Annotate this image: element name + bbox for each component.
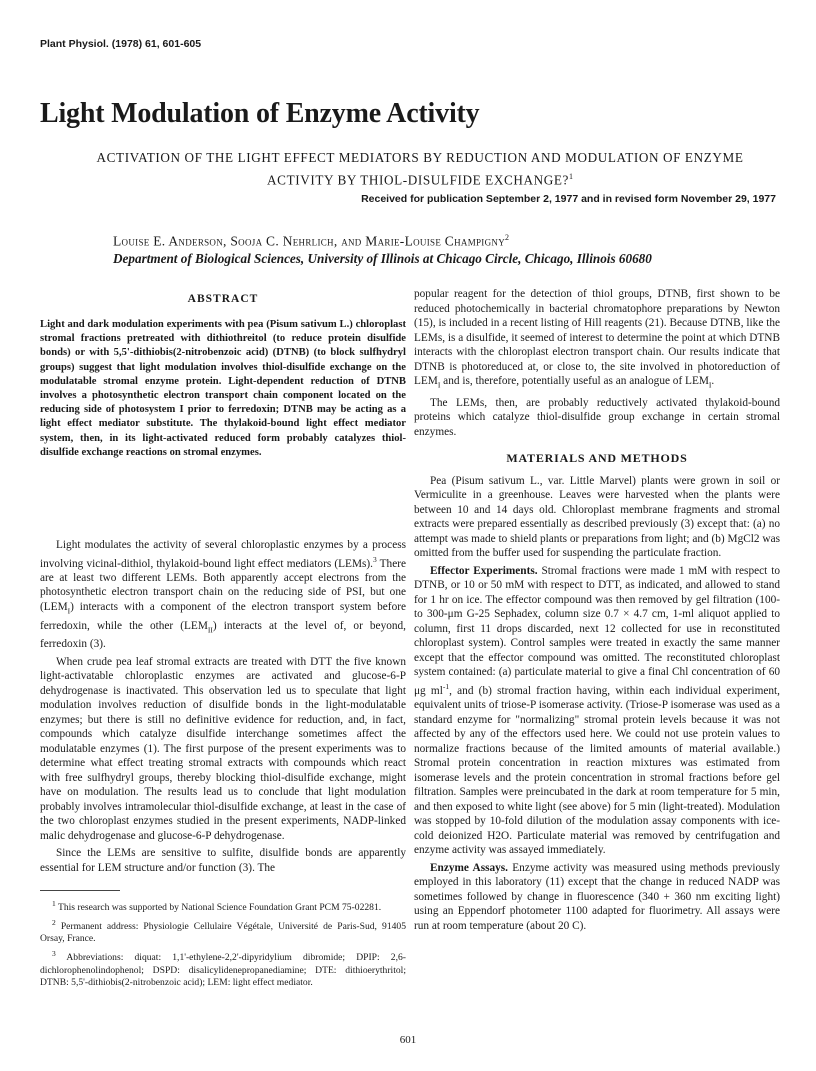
intro-paragraph-2: When crude pea leaf stromal extracts are treated with DTT the five known light-activatable chloroplastic enzymes are activated and glucose-6-P dehydrogenase is inactivated. This observation led us to speculate that light modulation involves reduction of disulfide bonds in the light-modulatable enzymes; but there is still no definitive evidence for reduction, and, in fact, compounds which catalyze disulfide interchange sometimes affect the modulatable enzymes (1). The first purpose of the present experiments was to determine what effect treating stromal extracts with compounds which react with free sulfhydryl groups, thereby blocking thiol-disulfide exchange, might have on modulation. The results lead us to conclude that light modulation probably involves intramolecular thiol-disulfide exchange, at least in the case of the two chloroplast enzymes studied in the present experiments, NADP-linked malic dehydrogenase and glucose-6-P dehydrogenase. [40, 655, 406, 842]
footnote-2 [40, 917, 406, 945]
intro-p1-footnote-mark: 3 [372, 554, 377, 564]
enzyme-assays-paragraph [414, 861, 780, 934]
right-p1-sub-1: I [437, 380, 441, 390]
footnote-1 [40, 898, 406, 914]
footnote-3-text: Abbreviations: diquat: 1,1'-ethylene-2,2'-dipyridylium dibromide; DPIP: 2,6-dichlorophenolindophenol; DSPD: disalicylidenepropanediamine; DTE: dithioerythritol; DTNB: 5,5'-dithiobis(2-nitrobenzoic acid); LEM: light effect mediator. [40, 952, 406, 988]
author-affiliation: Department of Biological Sciences, University of Illinois at Chicago Circle, Chicago, Illinois 60680 [113, 251, 652, 266]
footnote-1-mark: 1 [52, 899, 56, 908]
authors-footnote-mark: 2 [505, 233, 510, 242]
effector-experiments-heading: Effector Experiments. [430, 564, 538, 577]
article-subtitle [90, 148, 750, 189]
effector-p-part-a: Stromal fractions were made 1 mM with respect to DTNB, or 10 or 50 mM with respect to DTT, as indicated, and allowed to stand for 1 hr on ice. The effector compound was then removed by gel filtration (100- to 300-μm G-25 Sephadex, column size 0.7 × 4.7 cm, 1-ml aliquot applied to column, first 11 drops discarded, next 12 collected for use in reconstituted chloroplast system). Control samples were treated in exactly the same manner except that the effector compound was omitted. The reconstituted chloroplast system contained: (a) particulate material to give a final Chl concentration of 60 μg ml [414, 564, 780, 697]
abstract-heading: ABSTRACT [187, 293, 259, 305]
footnote-1-text: This research was supported by National Science Foundation Grant PCM 75-02281. [57, 902, 382, 914]
methods-paragraph-1: Pea (Pisum sativum L., var. Little Marvel) plants were grown in soil or Vermiculite in a greenhouse. Leaves were harvested when the plants were between 10 and 14 days old. Chloroplast membrane fragments and stromal extracts were prepared essentially as described previously (3) except that: (a) no attempt was made to shield plants or preparations from light; and (b) MgCl2 was omitted from the buffer used for suspending the particulate fraction. [414, 474, 780, 560]
effector-p-part-b: , and (b) stromal fraction having, within each individual experiment, equivalent units of triose-P isomerase activity. (Triose-P isomerase was used as a standard enzyme for "normalizing" stromal protein levels because it was not affected by any of the effectors used here. We could not use protein values to normalize fractions because of the limited amounts of material available.) Stromal protein concentration in reaction mixtures was estimated from isomerase levels and the protein concentration in stromal fractions before gel filtration. Samples were preincubated in the dark at room temperature for 5 min, and then exposed to white light (see above) for 5 min (light-treated). Modulation was stopped by 10-fold dilution of the modulation assay components with ice-cold deionized H2O. Particulate material was removed by centrifugation and enzyme activity was assayed immediately. [414, 684, 780, 857]
footnote-2-mark: 2 [52, 918, 56, 928]
subtitle-text: ACTIVATION OF THE LIGHT EFFECT MEDIATORS BY REDUCTION AND MODULATION OF ENZYME ACTIVITY BY THIOL-DISULFIDE EXCHANGE? [96, 150, 744, 188]
footnote-divider [40, 890, 120, 891]
page-number: 601 [399, 1034, 417, 1046]
intro-p1-sub-1: I [67, 606, 71, 616]
enzyme-assays-text: Enzyme activity was measured using methods previously employed in this laboratory (11) except that the change in reduced NADP was sometimes followed by change in fluorescence (340 + 360 nm exciting light) using an Eppendorf photometer 1100 adapted for fluorimetry. All assays were run at room temperature (about 20 C). [414, 861, 781, 932]
effector-experiments-paragraph [414, 564, 780, 858]
intro-p1-part-b: There are at least two different LEMs. Both apparently accept electrons from the photosynthetic electron transport chain on the reducing side of PSI, but one (LEM [40, 557, 406, 613]
right-p1-part-c: . [711, 375, 715, 387]
methods-heading: MATERIALS AND METHODS [506, 451, 688, 466]
enzyme-assays-heading: Enzyme Assays. [430, 861, 509, 874]
subtitle-footnote-mark: 1 [568, 172, 573, 181]
intro-p1-part-c: ) interacts with a component of the electron transport system before ferredoxin, while the other (LEM [40, 600, 406, 632]
intro-paragraph-1 [40, 538, 406, 652]
footnote-2-text: Permanent address: Physiologie Cellulaire Végétale, Université de Paris-Sud, 91405 Orsay, France. [40, 921, 407, 945]
left-column-body [40, 538, 406, 875]
right-p1-sub-2: I [708, 380, 712, 390]
effector-p-superscript: -1 [442, 681, 450, 691]
right-paragraph-1 [414, 287, 780, 393]
right-column-body [414, 287, 780, 933]
intro-p1-sub-2: II [207, 624, 213, 634]
abstract-text: Light and dark modulation experiments with pea (Pisum sativum L.) chloroplast stromal fractions pretreated with dithiothreitol (to reduce protein disulfide bonds) or with 5,5'-dithiobis(2-nitrobenzoic acid) (DTNB) (to block sulfhydryl groups) suggest that light modulation involves thiol-disulfide exchange on the modulatable stromal enzyme protein. Light-dependent reduction of DTNB involves a photosynthetic electron transport chain component located on the reducing side of photosystem I prior to ferredoxin; DTNB may be acting as a light effect mediator substitute. The thylakoid-bound light effect mediator system, then, in its light-activated reduced form probably catalyzes thiol-disulfide exchange reactions on stromal enzymes. [40, 319, 406, 458]
author-list [113, 233, 509, 250]
right-paragraph-2: The LEMs, then, are probably reductively activated thylakoid-bound proteins which catalyze thiol-disulfide group exchange in certain stromal enzymes. [414, 396, 780, 438]
intro-p1-part-a: Light modulates the activity of several chloroplastic enzymes by a process involving vicinal-dithiol, thylakoid-bound light effect mediators (LEMs). [40, 539, 406, 570]
intro-p1-part-d: ) interacts at the level of, or beyond, ferredoxin (3). [40, 619, 406, 651]
received-date: Received for publication September 2, 1977 and in revised form November 29, 1977 [361, 193, 776, 205]
footnotes [40, 898, 406, 992]
intro-paragraph-3: Since the LEMs are sensitive to sulfite, disulfide bonds are apparently essential for LEM structure and/or function (3). The [40, 847, 406, 874]
footnote-3-mark: 3 [52, 949, 56, 959]
journal-reference: Plant Physiol. (1978) 61, 601-605 [40, 38, 202, 50]
authors-text: Louise E. Anderson, Sooja C. Nehrlich, and Marie-Louise Champigny [113, 233, 506, 249]
article-title: Light Modulation of Enzyme Activity [40, 98, 480, 129]
right-p1-part-a: popular reagent for the detection of thiol groups, DTNB, first shown to be reduced photochemically in bacterial chromatophore preparations by Newton (15), is included in a recent listing of Hill reagents (21). Because DTNB, like the LEMs, is a disulfide, it seemed of interest to determine the point at which DTNB interacts with the chloroplast electron transport chain. Our results indicate that DTNB is photoreduced at, or close to, the site involved in photoreduction of LEM [414, 288, 780, 387]
footnote-3 [40, 948, 406, 988]
right-p1-part-b: and is, therefore, potentially useful as an analogue of LEM [440, 375, 709, 387]
